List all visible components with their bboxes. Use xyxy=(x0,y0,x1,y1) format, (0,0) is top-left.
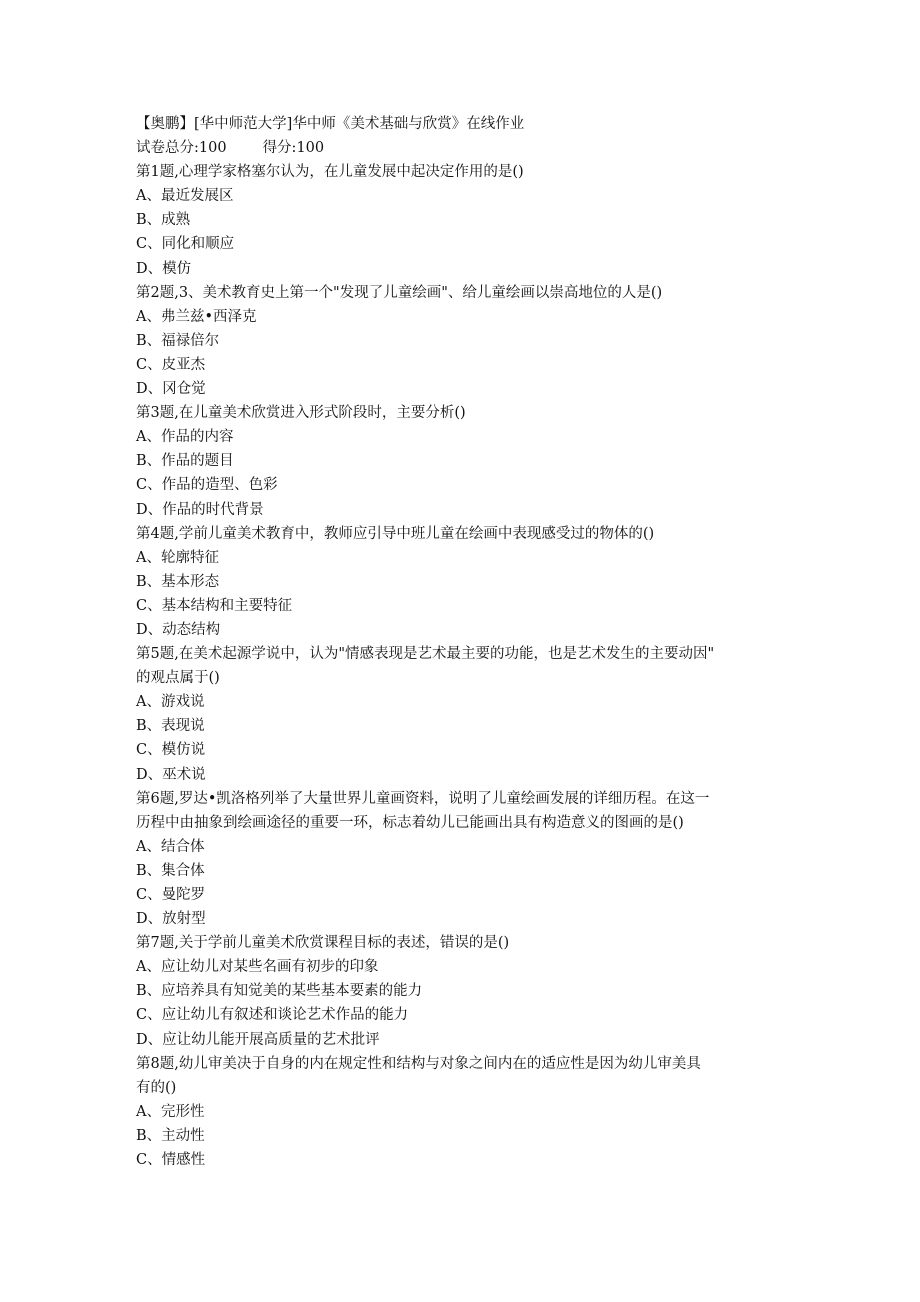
question-1-option-d: D、模仿 xyxy=(136,260,192,277)
question-6-stem-line-2: 历程中由抽象到绘画途径的重要一环，标志着幼儿已能画出具有构造意义的图画的是() xyxy=(136,814,684,831)
question-5-stem-line-2: 的观点属于() xyxy=(136,670,220,687)
question-8-stem-line-2: 有的() xyxy=(136,1079,177,1096)
question-6-stem-line-1: 第6题,罗达•凯洛格列举了大量世界儿童画资料，说明了儿童绘画发展的详细历程。在这一 xyxy=(136,790,710,807)
question-5-option-d: D、巫术说 xyxy=(136,766,206,783)
question-6-option-d: D、放射型 xyxy=(136,911,206,928)
question-8-option-c: C、情感性 xyxy=(136,1152,206,1169)
question-4-option-d: D、动态结构 xyxy=(136,621,221,638)
question-5-option-a: A、游戏说 xyxy=(136,694,205,711)
question-8-option-b: B、主动性 xyxy=(136,1127,205,1144)
question-6-option-c: C、曼陀罗 xyxy=(136,887,206,903)
question-7-stem: 第7题,关于学前儿童美术欣赏课程目标的表述，错误的是() xyxy=(136,935,510,952)
question-2-option-a: A、弗兰兹•西泽克 xyxy=(136,308,257,325)
question-2-option-d: D、冈仓觉 xyxy=(136,381,206,398)
question-2-stem: 第2题,3、美术教育史上第一个"发现了儿童绘画"、给儿童绘画以崇高地位的人是() xyxy=(136,284,663,301)
question-3-stem: 第3题,在儿童美术欣赏进入形式阶段时，主要分析() xyxy=(136,405,466,422)
score-line xyxy=(136,136,792,160)
question-7-option-b: B、应培养具有知觉美的某些基本要素的能力 xyxy=(136,983,423,1000)
question-7-option-d: D、应让幼儿能开展高质量的艺术批评 xyxy=(136,1031,380,1048)
question-6-option-a: A、结合体 xyxy=(136,838,205,855)
question-7-option-a: A、应让幼儿对某些名画有初步的印象 xyxy=(136,959,379,976)
question-2-option-c: C、皮亚杰 xyxy=(136,356,206,373)
question-5-stem-line-1: 第5题,在美术起源学说中，认为"情感表现是艺术最主要的功能，也是艺术发生的主要动因" xyxy=(136,646,715,663)
question-3-option-d: D、作品的时代背景 xyxy=(136,501,264,518)
question-6-option-b: B、集合体 xyxy=(136,862,205,879)
question-1-option-c: C、同化和顺应 xyxy=(136,236,235,253)
question-3-option-b: B、作品的题目 xyxy=(136,453,234,470)
question-8-option-a: A、完形性 xyxy=(136,1103,205,1120)
question-1-option-b: B、成熟 xyxy=(136,212,191,229)
question-2-option-b: B、福禄倍尔 xyxy=(136,332,220,349)
question-4-option-c: C、基本结构和主要特征 xyxy=(136,597,293,614)
question-8-stem-line-1: 第8题,幼儿审美决于自身的内在规定性和结构与对象之间内在的适应性是因为幼儿审美具 xyxy=(136,1055,701,1072)
obtained-score: 得分:100 xyxy=(262,140,325,157)
question-4-option-a: A、轮廓特征 xyxy=(136,549,219,566)
question-5-option-b: B、表现说 xyxy=(136,718,205,735)
question-3-option-c: C、作品的造型、色彩 xyxy=(136,477,278,494)
question-4-option-b: B、基本形态 xyxy=(136,573,220,590)
question-3-option-a: A、作品的内容 xyxy=(136,429,234,446)
question-5-option-c: C、模仿说 xyxy=(136,742,206,759)
question-1-stem: 第1题,心理学家格塞尔认为，在儿童发展中起决定作用的是() xyxy=(136,164,524,181)
document-page xyxy=(136,112,792,1172)
document-title: 【奥鹏】[华中师范大学]华中师《美术基础与欣赏》在线作业 xyxy=(136,116,525,132)
question-4-stem: 第4题,学前儿童美术教育中，教师应引导中班儿童在绘画中表现感受过的物体的() xyxy=(136,525,655,542)
total-score: 试卷总分:100 xyxy=(136,140,227,157)
question-7-option-c: C、应让幼儿有叙述和谈论艺术作品的能力 xyxy=(136,1007,409,1024)
question-1-option-a: A、最近发展区 xyxy=(136,188,234,205)
